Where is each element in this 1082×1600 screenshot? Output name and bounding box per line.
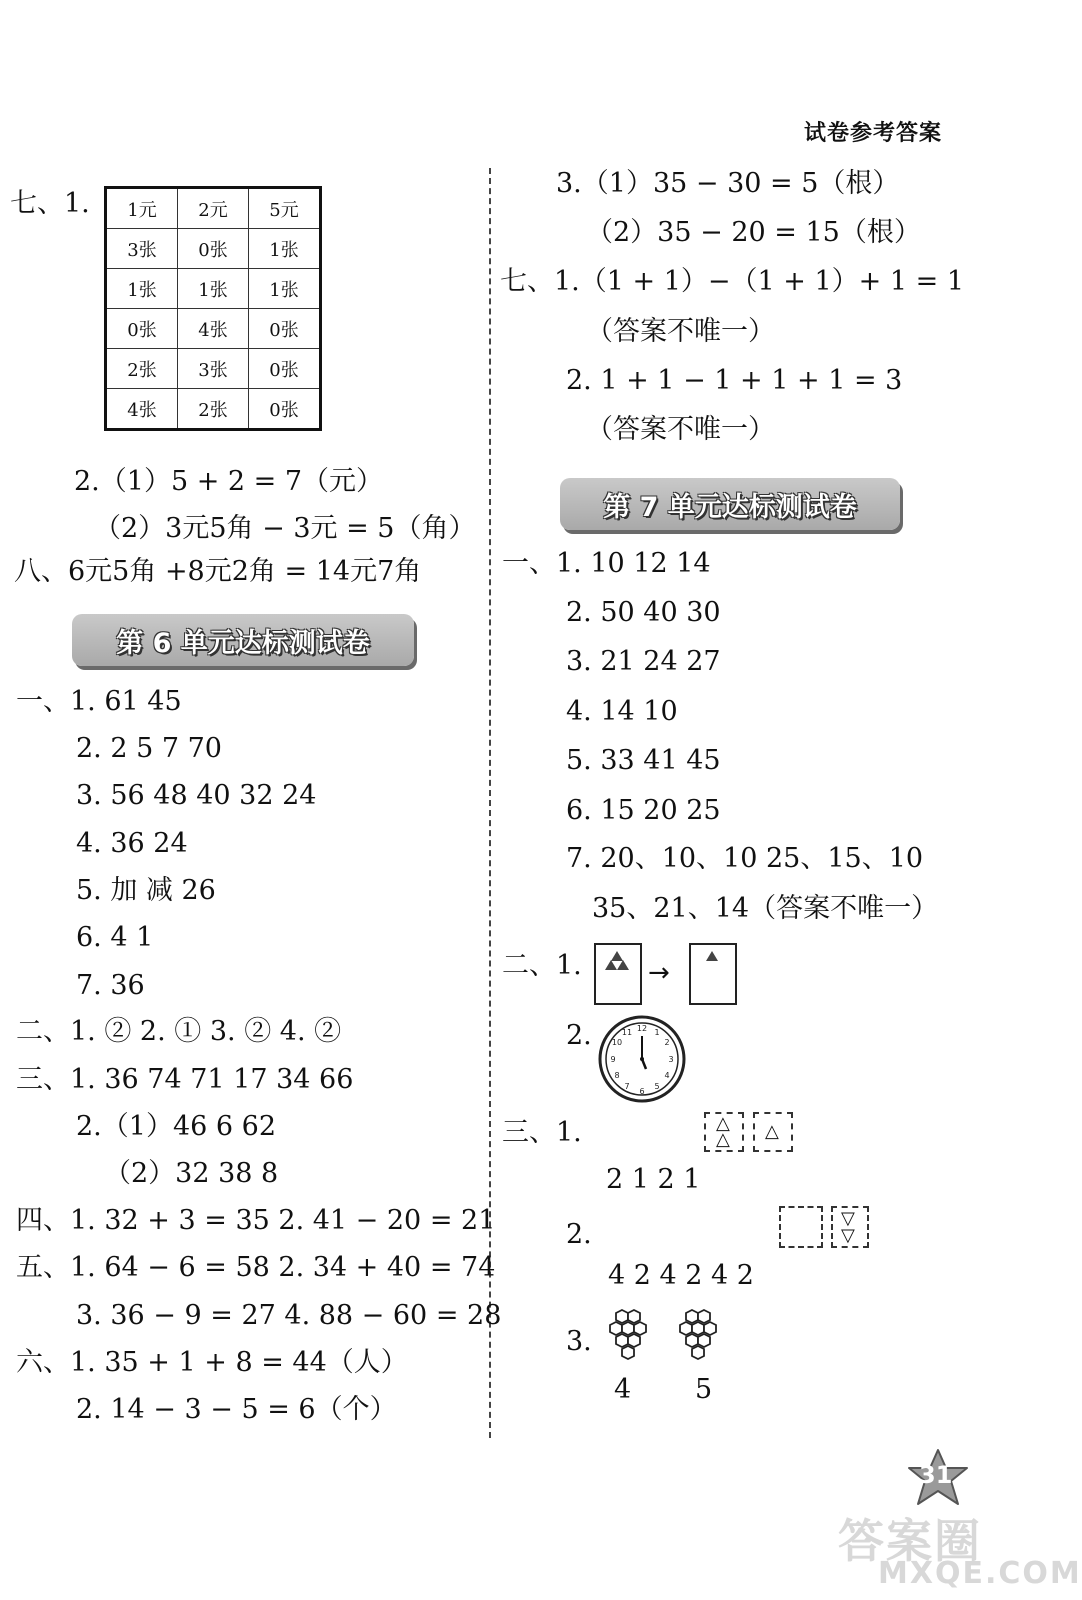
- triangle-icon: [605, 960, 617, 970]
- after-box: [689, 943, 737, 1005]
- table-cell: 0张: [249, 349, 321, 389]
- triangle-stack-box: [704, 1112, 744, 1152]
- empty-box: [779, 1206, 823, 1248]
- svg-text:10: 10: [611, 1038, 623, 1047]
- u7-line: 5. 33 41 45: [566, 745, 721, 776]
- u6-line: 五、1. 64 − 6 = 58 2. 34 + 40 = 74: [16, 1252, 496, 1283]
- table-row: [106, 188, 321, 229]
- table-cell: 2张: [106, 349, 178, 389]
- u6-line: 四、1. 32 + 3 = 35 2. 41 − 20 = 21: [16, 1205, 496, 1236]
- u7-line: 7. 20、10、10 25、15、10: [566, 843, 924, 874]
- u6-line: 2.（1）46 6 62: [76, 1111, 276, 1142]
- u7-line: 一、1. 10 12 14: [502, 548, 711, 579]
- triangle-down-icon: ▽: [841, 1225, 855, 1246]
- triangle-down-box: [831, 1206, 869, 1248]
- svg-text:1: 1: [654, 1028, 660, 1037]
- r-line: 2. 1 + 1 − 1 + 1 + 1 = 3: [566, 365, 903, 396]
- table-row: [106, 349, 321, 389]
- q2-1-label: 二、1.: [502, 950, 582, 981]
- table-cell: 0张: [249, 389, 321, 430]
- q3-2-numbers: 4 2 4 2 4 2: [608, 1260, 754, 1291]
- q3-2-label: 2.: [566, 1219, 592, 1250]
- r-line: （答案不唯一）: [586, 414, 775, 445]
- svg-text:5: 5: [654, 1082, 660, 1091]
- q3-3-label: 3.: [566, 1326, 592, 1357]
- u6-line: 6. 4 1: [76, 922, 154, 953]
- unit7-banner: [560, 478, 900, 530]
- q3-3-b: 5: [695, 1374, 713, 1405]
- unit6-title: 第 6 单元达标测试卷: [116, 627, 370, 659]
- q3-1-numbers: 2 1 2 1: [606, 1164, 701, 1195]
- table-cell: 2张: [178, 389, 249, 430]
- table-row: [106, 269, 321, 309]
- arrow-right-icon: →: [648, 958, 670, 988]
- svg-text:6: 6: [639, 1087, 645, 1096]
- hexagon-cluster-icon: [674, 1308, 724, 1364]
- svg-text:4: 4: [664, 1071, 670, 1080]
- table-cell: 0张: [106, 309, 178, 349]
- svg-text:11: 11: [621, 1028, 633, 1037]
- svg-text:7: 7: [624, 1082, 630, 1091]
- r-line: 3.（1）35 − 30 = 5（根）: [556, 168, 900, 199]
- clock-icon: [597, 1014, 687, 1104]
- u6-line: 2. 14 − 3 − 5 = 6（个）: [76, 1394, 397, 1425]
- table-cell: 1张: [178, 269, 249, 309]
- table-cell: 5元: [249, 188, 321, 229]
- r-line: （2）35 − 20 = 15（根）: [586, 217, 921, 248]
- svg-text:3: 3: [668, 1055, 674, 1064]
- page-header: 试卷参考答案: [804, 120, 943, 146]
- svg-text:12: 12: [636, 1024, 648, 1033]
- triangle-outline-icon: △: [716, 1129, 730, 1150]
- table-cell: 1张: [249, 229, 321, 269]
- u7-line: 2. 50 40 30: [566, 597, 721, 628]
- u6-line: 4. 36 24: [76, 828, 188, 859]
- u6-line: 7. 36: [76, 970, 145, 1001]
- table-cell: 0张: [178, 229, 249, 269]
- svg-text:9: 9: [610, 1055, 616, 1064]
- unit7-title: 第 7 单元达标测试卷: [603, 491, 857, 523]
- triangle-icon: [706, 951, 718, 961]
- u7-line: 6. 15 20 25: [566, 795, 721, 826]
- table-cell: 0张: [249, 309, 321, 349]
- u6-line: （2）32 38 8: [104, 1158, 279, 1189]
- money-table: [104, 186, 322, 431]
- table-cell: 1张: [106, 269, 178, 309]
- r-line: 七、1.（1 + 1）−（1 + 1）+ 1 = 1: [500, 266, 965, 297]
- table-cell: 3张: [106, 229, 178, 269]
- table-cell: 1元: [106, 188, 178, 229]
- svg-text:2: 2: [664, 1038, 670, 1047]
- q8: 八、6元5角 +8元2角 = 14元7角: [14, 556, 422, 587]
- u6-line: 3. 36 − 9 = 27 4. 88 − 60 = 28: [76, 1300, 502, 1331]
- table-cell: 4张: [178, 309, 249, 349]
- u7-line: 4. 14 10: [566, 696, 678, 727]
- unit6-banner: [72, 614, 414, 666]
- q7-prefix: 七、1.: [10, 188, 90, 219]
- table-cell: 4张: [106, 389, 178, 430]
- triangle-down-icon: ▽: [841, 1208, 855, 1229]
- u7-line: 35、21、14（答案不唯一）: [592, 893, 939, 924]
- r-line: （答案不唯一）: [586, 316, 775, 347]
- table-row: [106, 389, 321, 430]
- table-cell: 3张: [178, 349, 249, 389]
- u6-line: 三、1. 36 74 71 17 34 66: [16, 1064, 354, 1095]
- svg-text:8: 8: [614, 1071, 620, 1080]
- triangle-outline-icon: △: [765, 1121, 779, 1142]
- watermark-logo: 答案圈: [838, 1514, 982, 1568]
- u7-line: 3. 21 24 27: [566, 646, 721, 677]
- u6-line: 二、1. ② 2. ① 3. ② 4. ②: [16, 1016, 342, 1047]
- table-cell: 1张: [249, 269, 321, 309]
- table-row: [106, 229, 321, 269]
- table-cell: 2元: [178, 188, 249, 229]
- before-box: [594, 943, 642, 1005]
- table-row: [106, 309, 321, 349]
- q2-2-label: 2.: [566, 1020, 592, 1051]
- page-number: 31: [919, 1461, 953, 1489]
- column-divider: [489, 168, 491, 1438]
- u6-line: 2. 2 5 7 70: [76, 733, 222, 764]
- triangle-single-box: [753, 1112, 793, 1152]
- q3-1-label: 三、1.: [502, 1117, 582, 1148]
- triangle-outline-icon: △: [716, 1113, 730, 1134]
- watermark-url: MXQE.COM: [878, 1556, 1082, 1591]
- q7-2b: （2）3元5角 − 3元 = 5（角）: [94, 513, 476, 544]
- u6-line: 5. 加 减 26: [76, 875, 216, 906]
- u6-line: 3. 56 48 40 32 24: [76, 780, 317, 811]
- u6-line: 一、1. 61 45: [16, 686, 182, 717]
- q3-3-a: 4: [614, 1374, 632, 1405]
- u6-line: 六、1. 35 + 1 + 8 = 44（人）: [16, 1347, 408, 1378]
- triangle-icon: [617, 960, 629, 970]
- hexagon-cluster-icon: [604, 1308, 654, 1364]
- q7-2a: 2.（1）5 + 2 = 7（元）: [74, 466, 384, 497]
